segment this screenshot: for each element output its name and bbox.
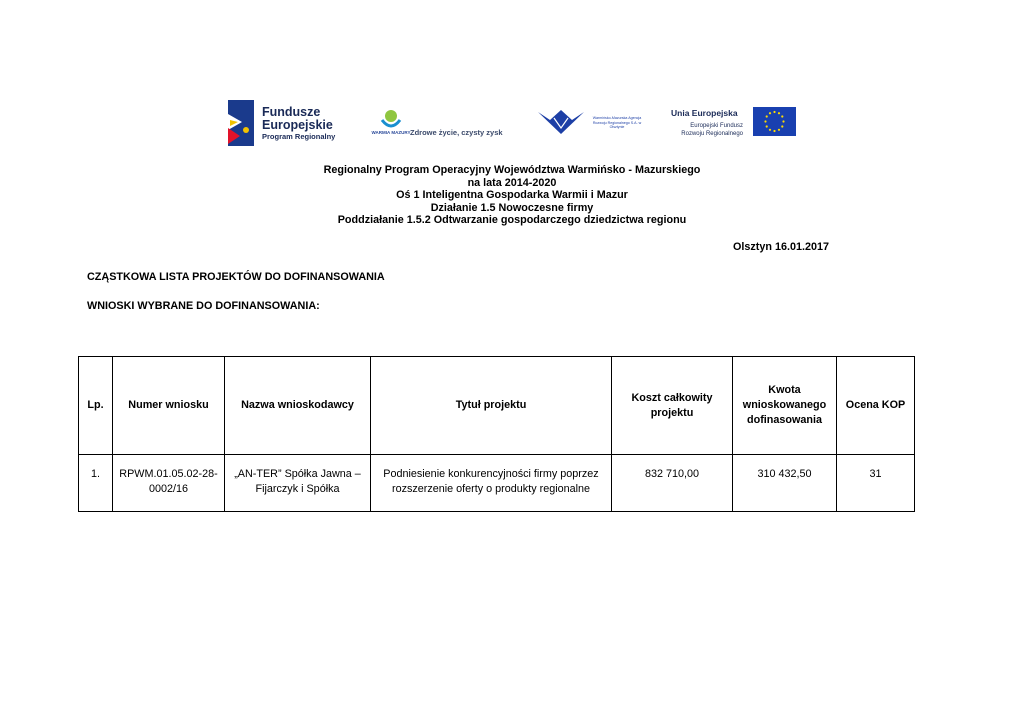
fundusze-europejskie-logo [226, 100, 351, 146]
warmia-mazury-logo [371, 108, 511, 140]
col-ocena: Ocena KOP [837, 357, 915, 455]
col-kwota: Kwota wnioskowanego dofinasowania [733, 357, 837, 455]
cell-kwota: 310 432,50 [733, 455, 837, 512]
fundusze-line2: Europejskie [262, 118, 333, 132]
cell-ocena: 31 [837, 455, 915, 512]
cell-lp: 1. [79, 455, 113, 512]
header-line3: Oś 1 Inteligentna Gospodarka Warmii i Mazur [396, 189, 628, 201]
eu-title: Unia Europejska [671, 108, 738, 118]
warmia-mark-text: WARMIA MAZURY [371, 130, 411, 135]
header-line1: Regionalny Program Operacyjny Województwa Warmińsko - Mazurskiego [323, 164, 701, 176]
header-line5: Poddziałanie 1.5.2 Odtwarzanie gospodarczego dziedzictwa regionu [337, 214, 687, 226]
eu-sub2: Rozwoju Regionalnego [681, 131, 743, 137]
cell-koszt: 832 710,00 [612, 455, 733, 512]
agency-logo [536, 106, 646, 138]
agency-emblem-icon [536, 106, 586, 136]
agency-text: Warmińsko-Mazurska Agencja Rozwoju Regionalnego S.A. w Olsztynie [592, 116, 642, 130]
table-header-row [79, 357, 915, 455]
col-lp: Lp. [79, 357, 113, 455]
fundusze-line1: Fundusze [262, 105, 321, 119]
col-nazwa: Nazwa wnioskodawcy [225, 357, 371, 455]
eu-logo [671, 106, 801, 138]
program-header [0, 164, 1024, 227]
list-title: CZĄSTKOWA LISTA PROJEKTÓW DO DOFINANSOWANIA [87, 271, 385, 283]
col-koszt: Koszt całkowity projektu [612, 357, 733, 455]
warmia-slogan: Zdrowe życie, czysty zysk [410, 128, 503, 137]
col-tytul: Tytuł projektu [371, 357, 612, 455]
header-line2: na lata 2014-2020 [467, 176, 557, 189]
eu-sub1: Europejski Fundusz [690, 123, 743, 129]
header-line4: Działanie 1.5 Nowoczesne firmy [430, 201, 594, 214]
col-numer: Numer wniosku [113, 357, 225, 455]
fundusze-europejskie-emblem-icon [226, 100, 256, 146]
fundusze-sub: Program Regionalny [262, 132, 336, 141]
document-date: Olsztyn 16.01.2017 [733, 241, 830, 253]
logo-bar [226, 98, 801, 148]
cell-numer: RPWM.01.05.02-28-0002/16 [113, 455, 225, 512]
cell-tytul: Podniesienie konkurencyjności firmy poprzez rozszerzenie oferty o produkty regionalne [371, 455, 612, 512]
warmia-mazury-mark-icon [371, 108, 411, 140]
cell-nazwa: „AN-TER” Spółka Jawna – Fijarczyk i Spółka [225, 455, 371, 512]
selected-heading: WNIOSKI WYBRANE DO DOFINANSOWANIA: [87, 300, 320, 312]
projects-table [78, 356, 915, 512]
table-row [79, 455, 915, 512]
eu-flag-icon [753, 107, 796, 136]
